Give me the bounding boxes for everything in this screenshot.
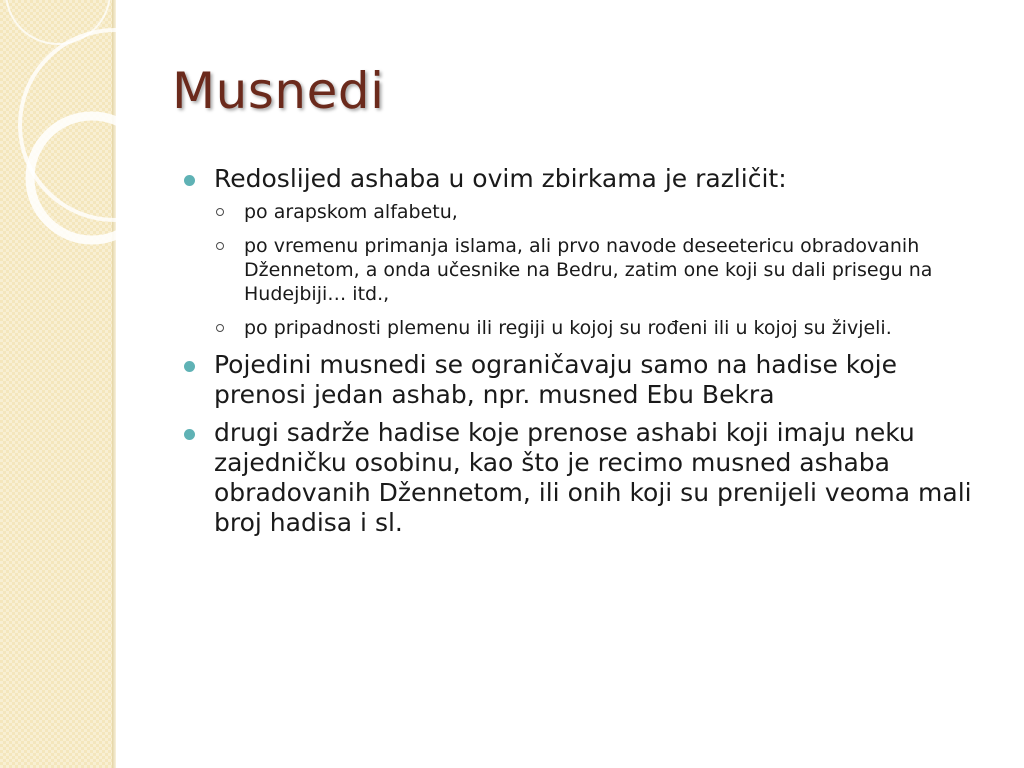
- sub-bullet-item: [214, 316, 972, 340]
- bullet-text: drugi sadrže hadise koje prenose ashabi koji imaju neku zajedničku osobinu, kao što je recimo musned ashaba obradovanih Džennetom, ili onih koji su prenijeli veoma mali broj hadisa i sl.: [214, 418, 972, 537]
- hollow-circle-icon: [216, 208, 224, 216]
- sub-bullet-text: po arapskom alfabetu,: [244, 201, 458, 223]
- bullet-dot-icon: [184, 175, 195, 186]
- bullet-text: Pojedini musnedi se ograničavaju samo na hadise koje prenosi jedan ashab, npr. musned Ebu Bekra: [214, 350, 897, 409]
- bullet-text: Redoslijed ashaba u ovim zbirkama je različit:: [214, 164, 787, 193]
- bullet-item: [182, 350, 972, 410]
- hollow-circle-icon: [216, 242, 224, 250]
- sub-bullet-item: [214, 234, 972, 306]
- sub-bullet-list: [214, 200, 972, 340]
- slide-title: Musnedi: [172, 62, 385, 120]
- bullet-dot-icon: [184, 429, 195, 440]
- slide-content: [182, 164, 972, 546]
- sub-bullet-text: po vremenu primanja islama, ali prvo navode deseetericu obradovanih Džennetom, a onda učesnike na Bedru, zatim one koji su dali prisegu na Hudejbiji… itd.,: [244, 235, 933, 305]
- decorative-circles: [0, 0, 200, 300]
- bullet-list: [182, 164, 972, 538]
- sub-bullet-text: po pripadnosti plemenu ili regiji u kojoj su rođeni ili u kojoj su živjeli.: [244, 317, 892, 339]
- bullet-item: [182, 418, 972, 538]
- sub-bullet-item: [214, 200, 972, 224]
- bullet-item: [182, 164, 972, 340]
- hollow-circle-icon: [216, 324, 224, 332]
- bullet-dot-icon: [184, 361, 195, 372]
